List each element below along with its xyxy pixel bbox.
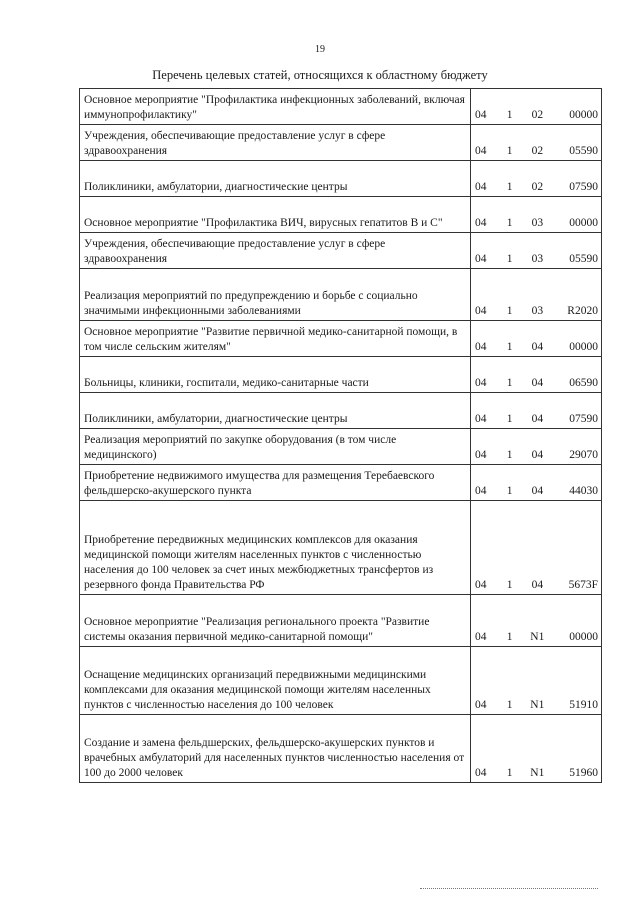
code-parts — [475, 412, 598, 427]
item-code — [471, 197, 602, 233]
code-direction: 00000 — [569, 341, 598, 353]
code-direction: 00000 — [569, 217, 598, 229]
item-name: Учреждения, обеспечивающие предоставление услуг в сфере здравоохранения — [80, 233, 471, 269]
code-event: 04 — [531, 413, 544, 425]
page-number: 19 — [315, 44, 325, 55]
code-event: N1 — [530, 699, 545, 711]
code-program: 04 — [475, 699, 487, 711]
code-subprogram: 1 — [506, 305, 513, 317]
item-name: Создание и замена фельдшерских, фельдшерско-акушерских пунктов и врачебных амбулаторий для населенных пунктов численностью населения от 100 до 2000 человек — [80, 715, 471, 783]
item-code — [471, 161, 602, 197]
table-row — [80, 269, 602, 321]
code-parts — [475, 448, 598, 463]
item-name: Реализация мероприятий по закупке оборудования (в том числе медицинского) — [80, 429, 471, 465]
table-row — [80, 501, 602, 595]
table-row — [80, 715, 602, 783]
item-code — [471, 393, 602, 429]
table-row — [80, 429, 602, 465]
code-event: 02 — [531, 109, 544, 121]
code-program: 04 — [475, 217, 487, 229]
code-direction: R2020 — [567, 305, 598, 317]
code-event: 03 — [531, 217, 544, 229]
item-code — [471, 269, 602, 321]
item-name: Основное мероприятие "Развитие первичной медико-санитарной помощи, в том числе сельским жителям" — [80, 321, 471, 357]
table-row — [80, 357, 602, 393]
table-row — [80, 393, 602, 429]
code-direction: 00000 — [569, 109, 598, 121]
code-subprogram: 1 — [506, 579, 513, 591]
code-subprogram: 1 — [506, 253, 513, 265]
code-direction: 51960 — [569, 767, 598, 779]
table-row — [80, 647, 602, 715]
item-name: Реализация мероприятий по предупреждению и борьбе с социально значимыми инфекционными заболеваниями — [80, 269, 471, 321]
table-row — [80, 161, 602, 197]
item-code — [471, 429, 602, 465]
item-code — [471, 595, 602, 647]
code-direction: 51910 — [569, 699, 598, 711]
code-direction: 07590 — [569, 413, 598, 425]
item-code — [471, 501, 602, 595]
code-event: 04 — [531, 579, 544, 591]
item-name: Больницы, клиники, госпитали, медико-санитарные части — [80, 357, 471, 393]
code-event: N1 — [530, 767, 545, 779]
table-body — [80, 89, 602, 783]
code-subprogram: 1 — [506, 485, 513, 497]
code-subprogram: 1 — [506, 217, 513, 229]
table-row — [80, 595, 602, 647]
code-direction: 05590 — [569, 145, 598, 157]
item-code — [471, 321, 602, 357]
item-name: Основное мероприятие "Реализация регионального проекта "Развитие системы оказания первичной медико-санитарной помощи" — [80, 595, 471, 647]
code-subprogram: 1 — [506, 767, 513, 779]
code-program: 04 — [475, 181, 487, 193]
item-name: Поликлиники, амбулатории, диагностические центры — [80, 393, 471, 429]
code-parts — [475, 252, 598, 267]
code-direction: 5673F — [568, 579, 598, 591]
item-name: Приобретение недвижимого имущества для размещения Теребаевского фельдшерско-акушерского пункта — [80, 465, 471, 501]
table-row — [80, 233, 602, 269]
code-direction: 07590 — [569, 181, 598, 193]
code-parts — [475, 578, 598, 593]
item-code — [471, 89, 602, 125]
table-row — [80, 321, 602, 357]
code-subprogram: 1 — [506, 699, 513, 711]
code-event: 03 — [531, 305, 544, 317]
code-program: 04 — [475, 579, 487, 591]
code-program: 04 — [475, 631, 487, 643]
code-direction: 06590 — [569, 377, 598, 389]
item-name: Учреждения, обеспечивающие предоставление услуг в сфере здравоохранения — [80, 125, 471, 161]
code-program: 04 — [475, 767, 487, 779]
code-event: 02 — [531, 145, 544, 157]
code-direction: 44030 — [569, 485, 598, 497]
code-subprogram: 1 — [506, 181, 513, 193]
table-row — [80, 125, 602, 161]
code-event: 03 — [531, 253, 544, 265]
code-program: 04 — [475, 109, 487, 121]
code-program: 04 — [475, 145, 487, 157]
code-parts — [475, 340, 598, 355]
item-code — [471, 125, 602, 161]
footer-dotted-line — [420, 888, 598, 889]
code-program: 04 — [475, 413, 487, 425]
code-event: 04 — [531, 341, 544, 353]
code-direction: 29070 — [569, 449, 598, 461]
table-row — [80, 465, 602, 501]
code-direction: 00000 — [569, 631, 598, 643]
table-row — [80, 197, 602, 233]
item-code — [471, 647, 602, 715]
code-subprogram: 1 — [506, 377, 513, 389]
code-parts — [475, 216, 598, 231]
code-parts — [475, 108, 598, 123]
code-subprogram: 1 — [506, 449, 513, 461]
target-items-table — [79, 88, 602, 783]
code-subprogram: 1 — [506, 413, 513, 425]
code-event: 02 — [531, 181, 544, 193]
code-subprogram: 1 — [506, 109, 513, 121]
code-event: N1 — [530, 631, 545, 643]
code-program: 04 — [475, 253, 487, 265]
item-code — [471, 465, 602, 501]
item-name: Основное мероприятие "Профилактика ВИЧ, вирусных гепатитов В и С" — [80, 197, 471, 233]
document-title: Перечень целевых статей, относящихся к областному бюджету — [152, 68, 488, 82]
code-program: 04 — [475, 485, 487, 497]
item-name: Основное мероприятие "Профилактика инфекционных заболеваний, включая иммунопрофилактику" — [80, 89, 471, 125]
item-code — [471, 715, 602, 783]
code-parts — [475, 484, 598, 499]
item-code — [471, 357, 602, 393]
code-parts — [475, 698, 598, 713]
item-name: Поликлиники, амбулатории, диагностические центры — [80, 161, 471, 197]
code-parts — [475, 180, 598, 195]
code-event: 04 — [531, 377, 544, 389]
code-program: 04 — [475, 377, 487, 389]
code-parts — [475, 766, 598, 781]
code-parts — [475, 376, 598, 391]
code-program: 04 — [475, 341, 487, 353]
code-event: 04 — [531, 485, 544, 497]
code-event: 04 — [531, 449, 544, 461]
table-row — [80, 89, 602, 125]
code-program: 04 — [475, 305, 487, 317]
code-subprogram: 1 — [506, 631, 513, 643]
code-subprogram: 1 — [506, 341, 513, 353]
item-name: Приобретение передвижных медицинских комплексов для оказания медицинской помощи жителям населенных пунктов с численностью населения до 100 человек за счет иных межбюджетных трансфертов из резервного фонда Правительства РФ — [80, 501, 471, 595]
item-code — [471, 233, 602, 269]
code-subprogram: 1 — [506, 145, 513, 157]
code-parts — [475, 630, 598, 645]
code-parts — [475, 144, 598, 159]
item-name: Оснащение медицинских организаций передвижными медицинскими комплексами для оказания медицинской помощи жителям населенных пунктов с численностью населения до 100 человек — [80, 647, 471, 715]
code-parts — [475, 304, 598, 319]
code-program: 04 — [475, 449, 487, 461]
code-direction: 05590 — [569, 253, 598, 265]
